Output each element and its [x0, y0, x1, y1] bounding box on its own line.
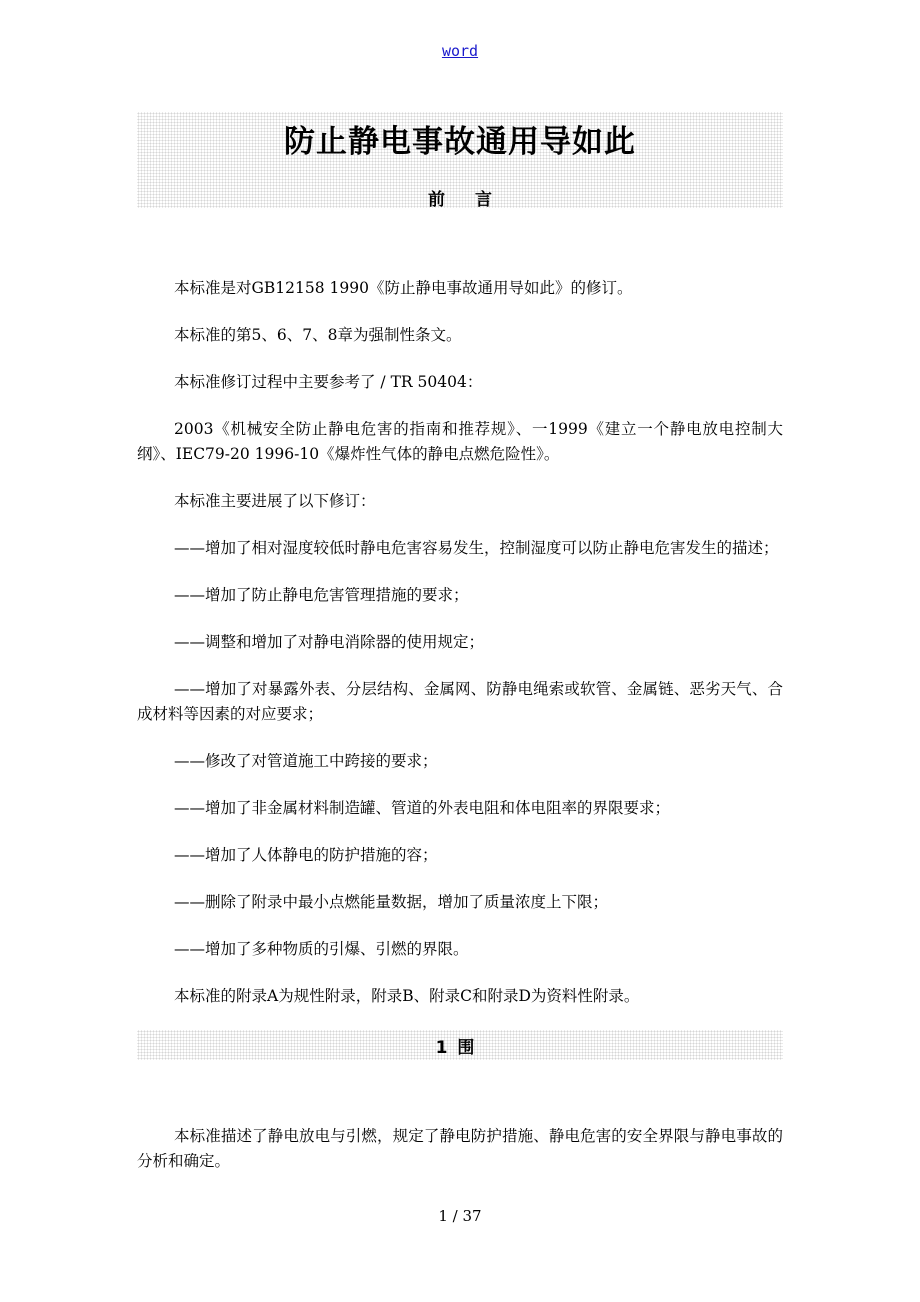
section-1-heading — [0, 1033, 920, 1058]
paragraph: 本标准主要进展了以下修订： — [174, 492, 376, 510]
paragraph: 2003《机械安全防止静电危害的指南和推荐规》、一1999《建立一个静电放电控制大纲》、IEC79-20 1996-10《爆炸性气体的静电点燃危险性》。 — [137, 420, 783, 463]
paragraph: ——增加了相对湿度较低时静电危害容易发生，控制湿度可以防止静电危害发生的描述； — [174, 539, 779, 557]
foreword-heading: 前 言 — [428, 190, 504, 210]
paragraph: ——增加了防止静电危害管理措施的要求； — [174, 586, 469, 604]
paragraph: ——增加了非金属材料制造罐、管道的外表电阻和体电阻率的界限要求； — [174, 799, 671, 817]
page-number: 1 / 37 — [438, 1207, 482, 1225]
paragraph: ——增加了对暴露外表、分层结构、金属网、防静电绳索或软管、金属链、恶劣天气、合成材料等因素的对应要求； — [137, 680, 783, 723]
paragraph: ——修改了对管道施工中跨接的要求； — [174, 752, 438, 770]
paragraph: 本标准描述了静电放电与引燃，规定了静电防护措施、静电危害的安全界限与静电事故的分析和确定。 — [137, 1127, 783, 1170]
document-title: 防止静电事故通用导如此 — [284, 124, 636, 160]
paragraph: 本标准是对GB12158 1990《防止静电事故通用导如此》的修订。 — [174, 279, 633, 297]
paragraph: ——调整和增加了对静电消除器的使用规定； — [174, 633, 485, 651]
paragraph: 本标准的附录A为规性附录，附录B、附录C和附录D为资料性附录。 — [174, 987, 640, 1005]
paragraph: ——增加了多种物质的引爆、引燃的界限。 — [174, 940, 469, 958]
section-number: 1 — [435, 1038, 448, 1058]
scope-body — [137, 1124, 783, 1174]
header-word-link[interactable]: word — [441, 42, 479, 60]
paragraph: ——删除了附录中最小点燃能量数据，增加了质量浓度上下限； — [174, 893, 609, 911]
paragraph: 本标准的第5、6、7、8章为强制性条文。 — [174, 326, 462, 344]
paragraph: ——增加了人体静电的防护措施的容； — [174, 846, 438, 864]
paragraph: 本标准修订过程中主要参考了 / TR 50404： — [174, 373, 483, 391]
section-title-text: 围 — [457, 1038, 475, 1058]
foreword-body — [137, 276, 783, 1031]
